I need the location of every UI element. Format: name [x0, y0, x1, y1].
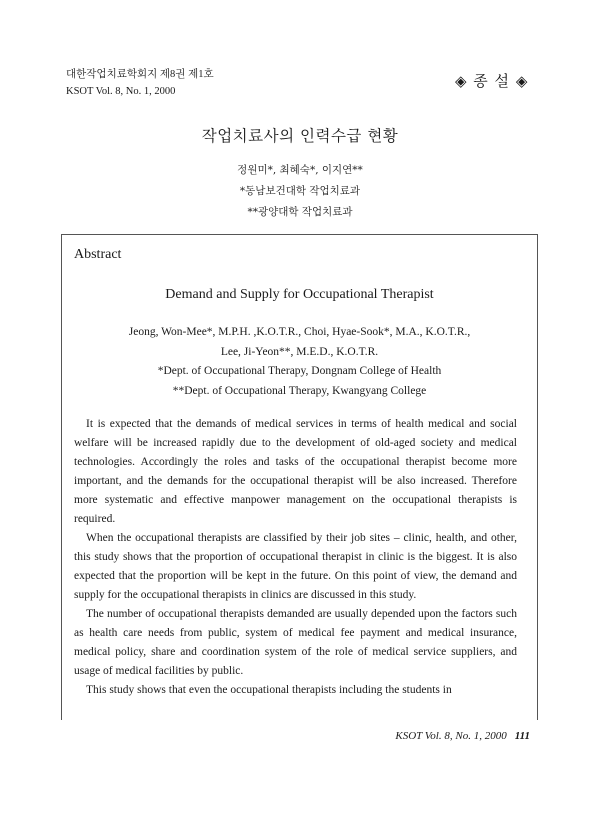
- abstract-affiliation-2: **Dept. of Occupational Therapy, Kwangyang College: [172, 384, 427, 397]
- abstract-paragraph: It is expected that the demands of medical services in terms of health medical and social welfare will be increased rapidly due to the development of old-aged society and medical technologies. Accordingly the roles and tasks of the occupational therapist become more important, and the demands for the occupational therapist will be also increased. Therefore more systematic and effective manpower management on the occupational therapists is required.: [74, 418, 517, 525]
- abstract-authors-line-2: Lee, Ji-Yeon**, M.E.D., K.O.T.R.: [220, 345, 379, 358]
- footer-journal: KSOT Vol. 8, No. 1, 2000: [395, 730, 507, 742]
- abstract-box: [61, 234, 538, 720]
- affiliation-korean-2: **광양대학 작업치료과: [247, 206, 353, 218]
- journal-header: [66, 66, 214, 100]
- page-number: 111: [514, 730, 530, 742]
- abstract-authors: [62, 323, 537, 401]
- journal-korean-line: 대한작업치료학회지 제8권 제1호: [66, 69, 214, 80]
- journal-english-line: KSOT Vol. 8, No. 1, 2000: [66, 86, 176, 97]
- abstract-body: [74, 415, 517, 700]
- abstract-affiliation-1: *Dept. of Occupational Therapy, Dongnam College of Health: [157, 365, 442, 377]
- page-footer: [395, 730, 530, 742]
- abstract-title: Demand and Supply for Occupational Therapist: [165, 287, 434, 302]
- affiliation-korean-1: *동남보건대학 작업치료과: [239, 185, 361, 197]
- abstract-paragraph: This study shows that even the occupational therapists including the students in: [86, 684, 452, 696]
- section-badge: ◈ 종 설 ◈: [455, 72, 529, 90]
- abstract-label: Abstract: [74, 247, 122, 262]
- abstract-paragraph: When the occupational therapists are classified by their job sites – clinic, health, and other, this study shows that the proportion of occupational therapist in clinic is the biggest. It is also expected that the proportion will be kept in the future. On this point of view, the demand and supply for the occupational therapists in clinics are discussed in this study.: [74, 532, 517, 601]
- author-names-korean: 정원미*, 최혜숙*, 이지연**: [237, 164, 363, 176]
- authors-korean: [0, 160, 600, 223]
- paper-title-korean: 작업치료사의 인력수급 현황: [201, 127, 399, 145]
- abstract-paragraph: The number of occupational therapists demanded are usually depended upon the factors such as health care needs from public, system of medical fee payment and medical insurance, medical policy, share and coordination system of the role of medical service suppliers, and usage of medical facilities by public.: [74, 608, 517, 677]
- abstract-authors-line-1: Jeong, Won-Mee*, M.P.H. ,K.O.T.R., Choi, Hyae-Sook*, M.A., K.O.T.R.,: [128, 326, 471, 338]
